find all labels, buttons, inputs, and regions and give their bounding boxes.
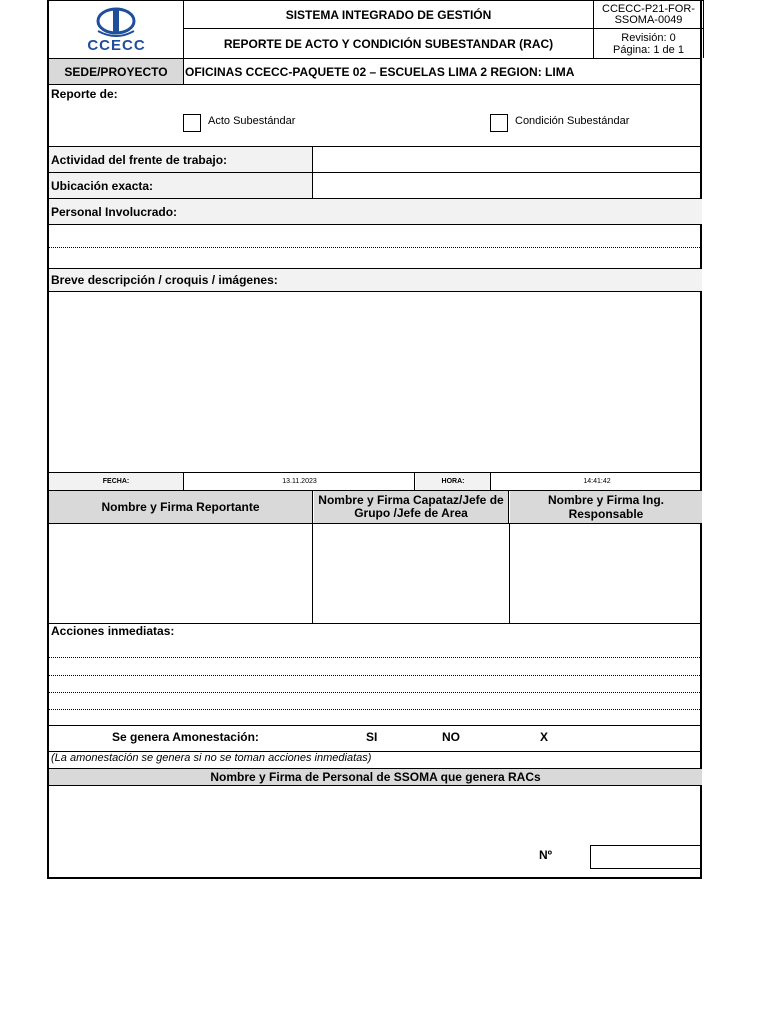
warning-mark: X: [540, 730, 549, 744]
warning-note: (La amonestación se genera si no se toman acciones inmediatas): [51, 752, 372, 764]
report-of-label: Reporte de:: [51, 87, 118, 101]
report-title: REPORTE DE ACTO Y CONDICIÓN SUBESTANDAR (RAC): [223, 36, 554, 51]
condition-checkbox[interactable]: [490, 114, 508, 132]
number-field[interactable]: [590, 845, 702, 869]
site-label: SEDE/PROYECTO: [49, 59, 184, 84]
warning-yes-option[interactable]: SI: [366, 730, 378, 744]
site-value: OFICINAS CCECC-PAQUETE 02 – ESCUELAS LIMA 2 REGION: LIMA: [185, 64, 575, 79]
description-label: Breve descripción / croquis / imágenes:: [49, 269, 702, 291]
system-title: SISTEMA INTEGRADO DE GESTIÓN: [184, 0, 593, 29]
date-value: 13.11.2023: [185, 473, 415, 490]
act-option-label: Acto Subestándar: [208, 115, 296, 127]
logo-cell: [49, 0, 184, 58]
description-area[interactable]: [49, 292, 702, 472]
location-field[interactable]: [314, 173, 702, 198]
warning-no-option[interactable]: NO: [442, 730, 460, 744]
doc-code: CCECC-P21-FOR-SSOMA-0049: [593, 0, 704, 29]
foreman-signature-header: Nombre y Firma Capataz/Jefe de Grupo /Jefe de Area: [314, 491, 509, 523]
personnel-label: Personal Involucrado:: [49, 199, 702, 224]
act-checkbox[interactable]: [183, 114, 201, 132]
engineer-signature-header: Nombre y Firma Ing. Responsable: [510, 491, 702, 523]
page-number: Página: 1 de 1: [613, 44, 684, 56]
condition-option-label: Condición Subestándar: [515, 115, 630, 127]
activity-label: Actividad del frente de trabajo:: [49, 147, 313, 172]
activity-field[interactable]: [314, 147, 702, 172]
foreman-signature-box[interactable]: [314, 524, 510, 623]
warning-label: Se genera Amonestación:: [112, 730, 259, 744]
ssoma-signature-box[interactable]: [49, 786, 589, 876]
revision-text: Revisión: 0: [621, 32, 676, 44]
actions-area[interactable]: [49, 640, 702, 724]
rac-form: [47, 0, 702, 879]
actions-label: Acciones inmediatas:: [51, 624, 175, 638]
reporter-signature-box[interactable]: [49, 524, 313, 623]
engineer-signature-box[interactable]: [510, 524, 702, 623]
revision-cell: [593, 29, 704, 58]
time-value: 14:41:42: [583, 478, 611, 485]
ssoma-signature-header: Nombre y Firma de Personal de SSOMA que genera RACs: [49, 769, 702, 785]
reporter-signature-header: Nombre y Firma Reportante: [49, 491, 313, 523]
logo-text: CCECC: [87, 37, 146, 54]
time-label: HORA:: [416, 473, 491, 490]
location-label: Ubicación exacta:: [49, 173, 313, 198]
number-label: Nº: [539, 848, 553, 862]
date-label: FECHA:: [49, 473, 184, 490]
